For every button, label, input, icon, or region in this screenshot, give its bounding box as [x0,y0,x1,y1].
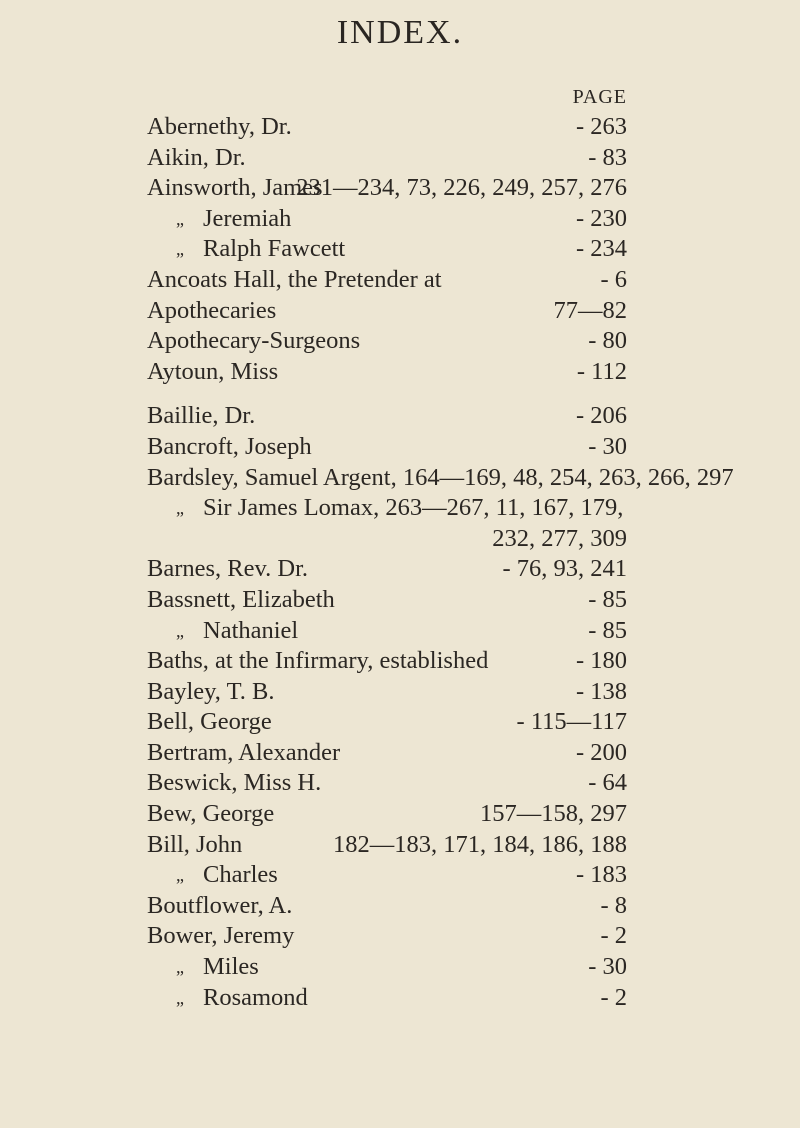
index-entry [0,952,800,983]
index-entry [0,707,800,738]
index-entry [0,646,800,677]
entry-pages: 157—158, 297 [480,800,627,828]
entry-pages: - 64 [588,769,627,797]
entry-name: Ralph Fawcett [203,235,346,263]
entry-pages: 182—183, 171, 184, 186, 188 [333,830,627,858]
entry-name: Baths, at the Infirmary, established [147,647,489,675]
entry-pages: - 206 [575,402,627,430]
entry-pages: - 30 [588,953,627,981]
index-entry [0,830,800,861]
entry-pages: - 180 [575,647,627,675]
entry-name: Bertram, Alexander [147,738,341,766]
entry-name: Baillie, Dr. [147,402,256,430]
index-entry [0,401,800,432]
entry-pages: - 2 [600,922,627,950]
index-title: INDEX. [336,14,464,51]
index-entry [0,234,800,265]
entry-name: Bardsley, Samuel Argent, 164—169, 48, 254, 263, 266, 297 [147,463,734,491]
entry-name: Bower, Jeremy [147,922,295,950]
index-entry [0,768,800,799]
entry-pages: - 85 [588,616,627,644]
index-entry [0,554,800,585]
index-entry [0,891,800,922]
entry-pages: 77—82 [553,296,627,324]
entry-name: Rosamond [203,983,308,1011]
entry-pages: - 6 [600,265,627,293]
entry-pages: - 76, 93, 241 [502,555,627,583]
index-entry [0,677,800,708]
index-entry [0,357,800,388]
entry-pages: - 183 [575,861,627,889]
entry-pages: 231—234, 73, 226, 249, 257, 276 [296,174,627,202]
entry-name: Bell, George [147,708,272,736]
entry-pages: - 85 [588,585,627,613]
entry-pages: - 30 [588,432,627,460]
index-entry [0,296,800,327]
entry-name: Bancroft, Joseph [147,432,312,460]
ditto-mark: „ [176,208,184,229]
index-entry [0,493,800,524]
ditto-mark: „ [176,498,184,519]
entry-name: Bew, George [147,800,275,828]
entry-name: Apothecaries [147,296,277,324]
index-entry [0,921,800,952]
entry-pages: 232, 277, 309 [492,524,627,552]
entry-pages: - 115—117 [516,708,627,736]
entry-name: Nathaniel [203,616,299,644]
entry-pages: - 138 [575,677,627,705]
index-entry [0,616,800,647]
index-entry [0,983,800,1014]
entry-name: Charles [203,861,278,889]
entry-name: Boutflower, A. [147,891,293,919]
index-entry [0,204,800,235]
index-entry [0,432,800,463]
index-entry [0,326,800,357]
entry-name: Abernethy, Dr. [147,113,292,140]
entry-pages: - 2 [600,983,627,1011]
entry-pages: - 234 [575,235,627,263]
index-entry [0,738,800,769]
index-entry [0,143,800,174]
entry-pages: - 263 [575,113,627,140]
index-entry [0,265,800,296]
entry-name: Jeremiah [203,204,292,232]
index-entry [0,585,800,616]
entry-pages: - 230 [575,204,627,232]
index-entry [0,799,800,830]
entry-name: Apothecary-Surgeons [147,327,361,355]
entry-pages: - 80 [588,327,627,355]
entry-name: Ainsworth, James [147,174,323,202]
entry-name: Beswick, Miss H. [147,769,322,797]
entry-pages: - 8 [600,891,627,919]
entry-pages: - 112 [576,357,627,385]
entry-name: Aikin, Dr. [147,143,246,171]
entry-name: Sir James Lomax, 263—267, 11, 167, 179, [203,494,624,522]
index-entries [0,112,800,1013]
ditto-mark: „ [176,239,184,260]
entry-name: Bassnett, Elizabeth [147,585,335,613]
entry-pages: - 200 [575,738,627,766]
ditto-mark: „ [176,957,184,978]
ditto-mark: „ [176,865,184,886]
index-entry [0,112,800,143]
index-entry [0,173,800,204]
entry-pages: - 83 [588,143,627,171]
entry-name: Aytoun, Miss [147,357,279,385]
entry-name: Bayley, T. B. [147,677,275,705]
entry-name: Bill, John [147,830,243,858]
entry-name: Barnes, Rev. Dr. [147,555,309,583]
entry-name: Miles [203,953,259,981]
index-entry [0,463,800,494]
page-column-header: PAGE [572,86,627,108]
entry-name: Ancoats Hall, the Pretender at [147,265,442,293]
ditto-mark: „ [176,987,184,1008]
ditto-mark: „ [176,620,184,641]
index-entry [0,524,800,555]
index-entry [0,860,800,891]
